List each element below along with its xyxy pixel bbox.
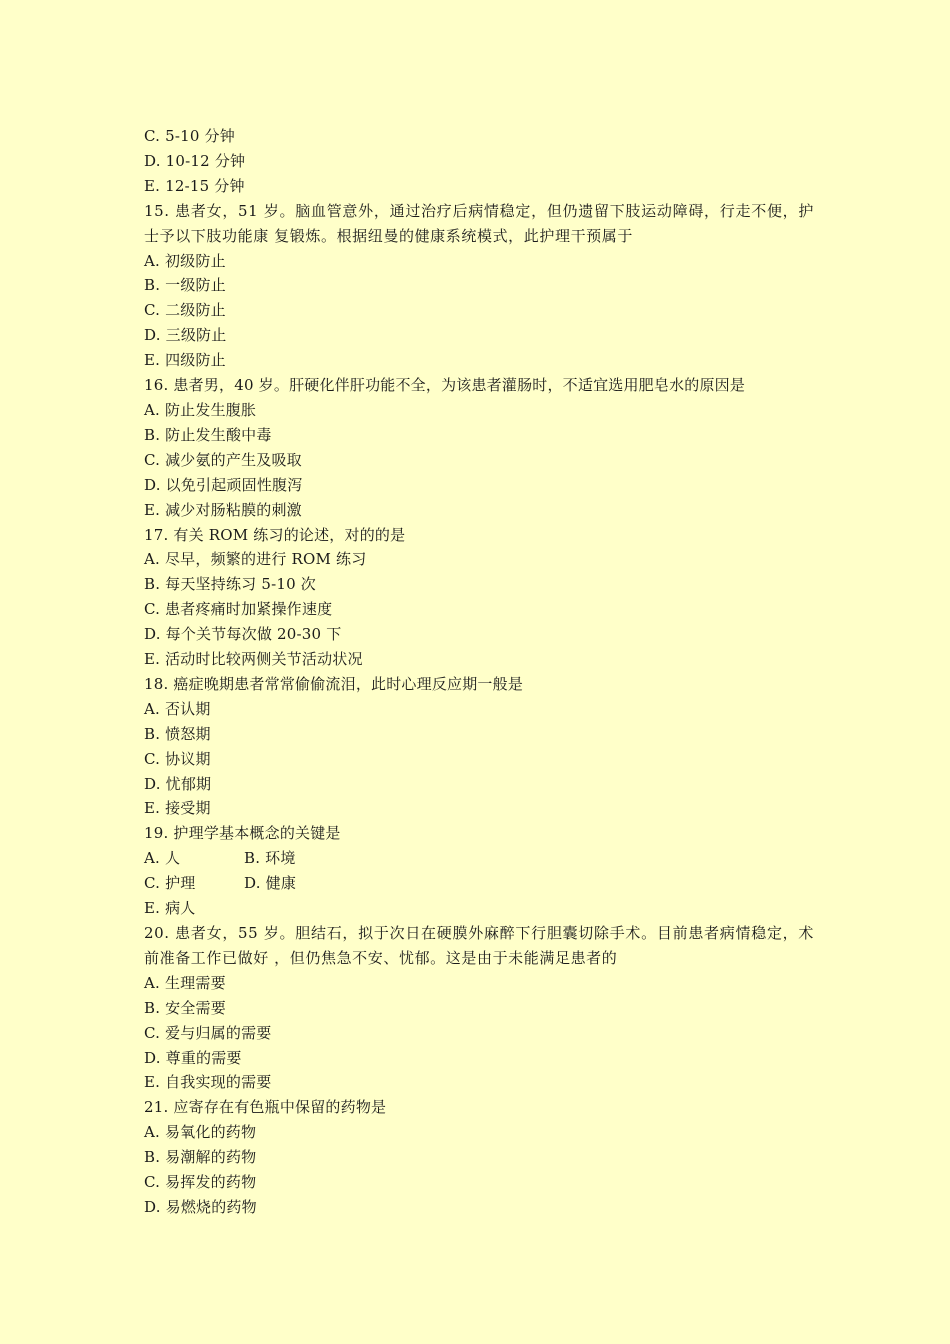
q19-option-d: D. 健康 <box>244 874 297 893</box>
q15-option-b: B. 一级防止 <box>144 276 226 295</box>
q19-options-row-2 <box>144 871 814 896</box>
q16-option-d: D. 以免引起顽固性腹泻 <box>144 475 303 494</box>
q15-stem: 15. 患者女，51 岁。脑血管意外，通过治疗后病情稳定，但仍遗留下肢运动障碍，行走不便，护士予以下肢功能康 复锻炼。根据纽曼的健康系统模式，此护理干预属于 <box>144 201 814 245</box>
q19-options-row-1 <box>144 846 814 871</box>
q14-option-d: D. 10-12 分钟 <box>144 151 246 170</box>
q18-option-c: C. 协议期 <box>144 749 211 768</box>
q20-option-d: D. 尊重的需要 <box>144 1048 242 1067</box>
q15-option-e: E. 四级防止 <box>144 351 226 370</box>
q19-option-e: E. 病人 <box>144 899 196 918</box>
q16-stem: 16. 患者男，40 岁。肝硬化伴肝功能不全，为该患者灌肠时，不适宜选用肥皂水的原因是 <box>144 376 746 395</box>
q17-option-b: B. 每天坚持练习 5-10 次 <box>144 575 316 594</box>
q19-option-a: A. 人 <box>144 849 181 868</box>
q16-option-c: C. 减少氨的产生及吸取 <box>144 450 302 469</box>
q18-stem: 18. 癌症晚期患者常常偷偷流泪，此时心理反应期一般是 <box>144 674 524 693</box>
q19-option-b: B. 环境 <box>244 849 296 868</box>
q15-option-c: C. 二级防止 <box>144 301 226 320</box>
q20-option-e: E. 自我实现的需要 <box>144 1073 272 1092</box>
q17-option-d: D. 每个关节每次做 20-30 下 <box>144 625 342 644</box>
q18-option-e: E. 接受期 <box>144 799 211 818</box>
q19-option-c: C. 护理 <box>144 874 196 893</box>
q17-stem: 17. 有关 ROM 练习的论述，对的的是 <box>144 525 406 544</box>
q21-option-a: A. 易氧化的药物 <box>144 1123 257 1142</box>
q20-option-b: B. 安全需要 <box>144 998 226 1017</box>
q18-option-d: D. 忧郁期 <box>144 774 212 793</box>
q21-option-c: C. 易挥发的药物 <box>144 1173 257 1192</box>
q20-stem: 20. 患者女，55 岁。胆结石，拟于次日在硬膜外麻醉下行胆囊切除手术。目前患者病情稳定，术前准备工作已做好 ，但仍焦急不安、忧郁。这是由于未能满足患者的 <box>144 924 814 967</box>
q14-option-c: C. 5-10 分钟 <box>144 127 235 145</box>
q21-stem: 21. 应寄存在有色瓶中保留的药物是 <box>144 1098 387 1117</box>
q17-option-a: A. 尽早，频繁的进行 ROM 练习 <box>144 550 367 569</box>
document-page <box>144 124 814 1220</box>
q18-option-b: B. 愤怒期 <box>144 724 211 743</box>
q16-option-e: E. 减少对肠粘膜的刺激 <box>144 500 302 519</box>
q16-option-b: B. 防止发生酸中毒 <box>144 425 272 444</box>
q15-option-d: D. 三级防止 <box>144 326 227 345</box>
q16-option-a: A. 防止发生腹胀 <box>144 400 257 419</box>
q21-option-d: D. 易燃烧的药物 <box>144 1197 257 1216</box>
q17-option-c: C. 患者疼痛时加紧操作速度 <box>144 600 333 619</box>
q20-option-a: A. 生理需要 <box>144 973 226 992</box>
q18-option-a: A. 否认期 <box>144 699 211 718</box>
q15-option-a: A. 初级防止 <box>144 251 226 270</box>
q20-option-c: C. 爱与归属的需要 <box>144 1023 272 1042</box>
q14-option-e: E. 12-15 分钟 <box>144 176 245 195</box>
q19-stem: 19. 护理学基本概念的关键是 <box>144 824 341 843</box>
q21-option-b: B. 易潮解的药物 <box>144 1148 257 1167</box>
q17-option-e: E. 活动时比较两侧关节活动状况 <box>144 650 363 669</box>
